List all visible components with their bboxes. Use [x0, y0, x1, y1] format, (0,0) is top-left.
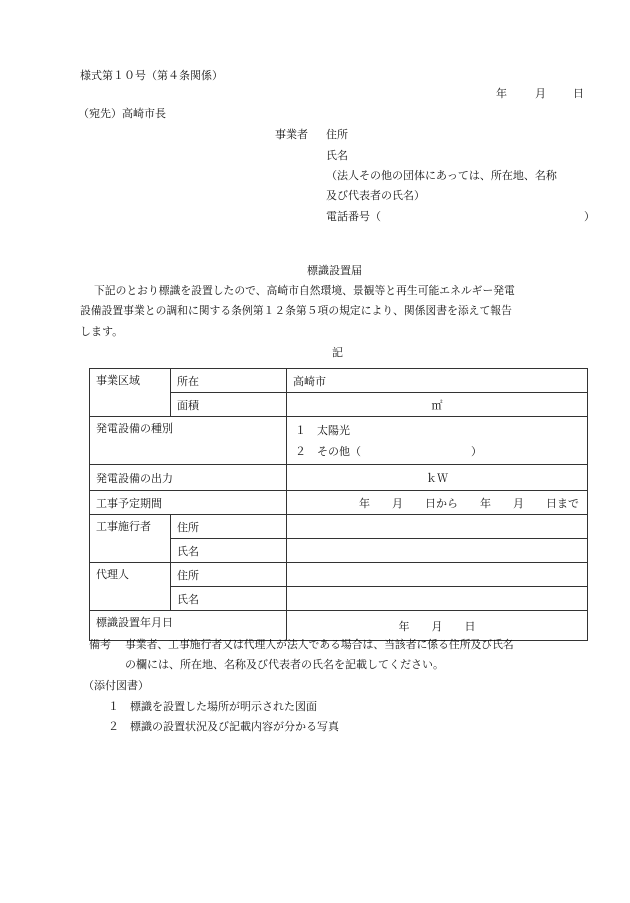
- attachment-item-2: ２ 標識の設置状況及び記載内容が分かる写真: [108, 720, 339, 733]
- contractor-address-value: [287, 515, 588, 539]
- type-option-other: ２ その他（ ）: [295, 444, 482, 458]
- period-value: 年 月 日から 年 月 日まで: [287, 491, 588, 515]
- form-table: [89, 368, 588, 641]
- corp-note-line1: （法人その他の団体にあっては、所在地、名称: [326, 169, 557, 182]
- agent-name-value: [287, 587, 588, 611]
- type-label: 発電設備の種別: [96, 422, 173, 435]
- contractor-address-label: 住所: [171, 515, 287, 539]
- period-label: 工事予定期間: [90, 491, 287, 515]
- type-option-solar: １ 太陽光: [295, 423, 350, 437]
- contractor-label-cell: [90, 515, 171, 563]
- body-line-3: します。: [80, 325, 124, 338]
- sign-date-label: 標識設置年月日: [96, 616, 173, 629]
- form-number: 様式第１０号（第４条関係）: [80, 69, 223, 82]
- agent-address-value: [287, 563, 588, 587]
- sign-date-label-cell: [90, 611, 287, 641]
- agent-label-cell: [90, 563, 171, 611]
- contractor-label: 工事施行者: [96, 520, 151, 533]
- agent-address-label: 住所: [171, 563, 287, 587]
- sign-date-value: 年 月 日: [287, 611, 588, 641]
- phone-label: 電話番号（: [326, 210, 381, 223]
- type-label-cell: [90, 417, 287, 465]
- ki-label: 記: [332, 346, 343, 359]
- area-label: 事業区域: [96, 374, 140, 387]
- contractor-name-label: 氏名: [171, 539, 287, 563]
- agent-name-label: 氏名: [171, 587, 287, 611]
- size-unit: ㎡: [287, 393, 588, 417]
- page-title: 標識設置届: [307, 264, 362, 277]
- remarks-line-1: 事業者、工事施行者又は代理人が法人である場合は、当該者に係る住所及び氏名: [125, 638, 514, 651]
- date-year-label: 年: [496, 87, 507, 100]
- phone-close: ）: [584, 210, 595, 223]
- contractor-name-value: [287, 539, 588, 563]
- area-label-cell: [90, 369, 171, 417]
- corp-note-line2: 及び代表者の氏名）: [326, 189, 425, 202]
- applicant-name-label: 氏名: [326, 149, 348, 162]
- date-month-label: 月: [535, 87, 546, 100]
- agent-label: 代理人: [96, 568, 129, 581]
- location-label: 所在: [171, 369, 287, 393]
- output-label: 発電設備の出力: [90, 465, 287, 491]
- addressee: （宛先）高崎市長: [78, 107, 166, 120]
- size-label: 面積: [171, 393, 287, 417]
- body-line-1: 下記のとおり標識を設置したので、高崎市自然環境、景観等と再生可能エネルギー発電: [94, 284, 515, 297]
- type-options-cell: [287, 417, 588, 465]
- applicant-address-label: 住所: [326, 128, 348, 141]
- remarks-line-2: の欄には、所在地、名称及び代表者の氏名を記載してください。: [125, 658, 444, 671]
- body-line-2: 設備設置事業との調和に関する条例第１２条第５項の規定により、関係図書を添えて報告: [80, 304, 512, 317]
- date-day-label: 日: [573, 87, 584, 100]
- location-value: 高崎市: [287, 369, 588, 393]
- applicant-label: 事業者: [275, 128, 308, 141]
- attachment-item-1: １ 標識を設置した場所が明示された図面: [108, 700, 317, 713]
- attachments-heading: （添付図書）: [83, 679, 149, 692]
- remarks-label: 備考: [89, 638, 111, 651]
- output-unit: ｋＷ: [287, 465, 588, 491]
